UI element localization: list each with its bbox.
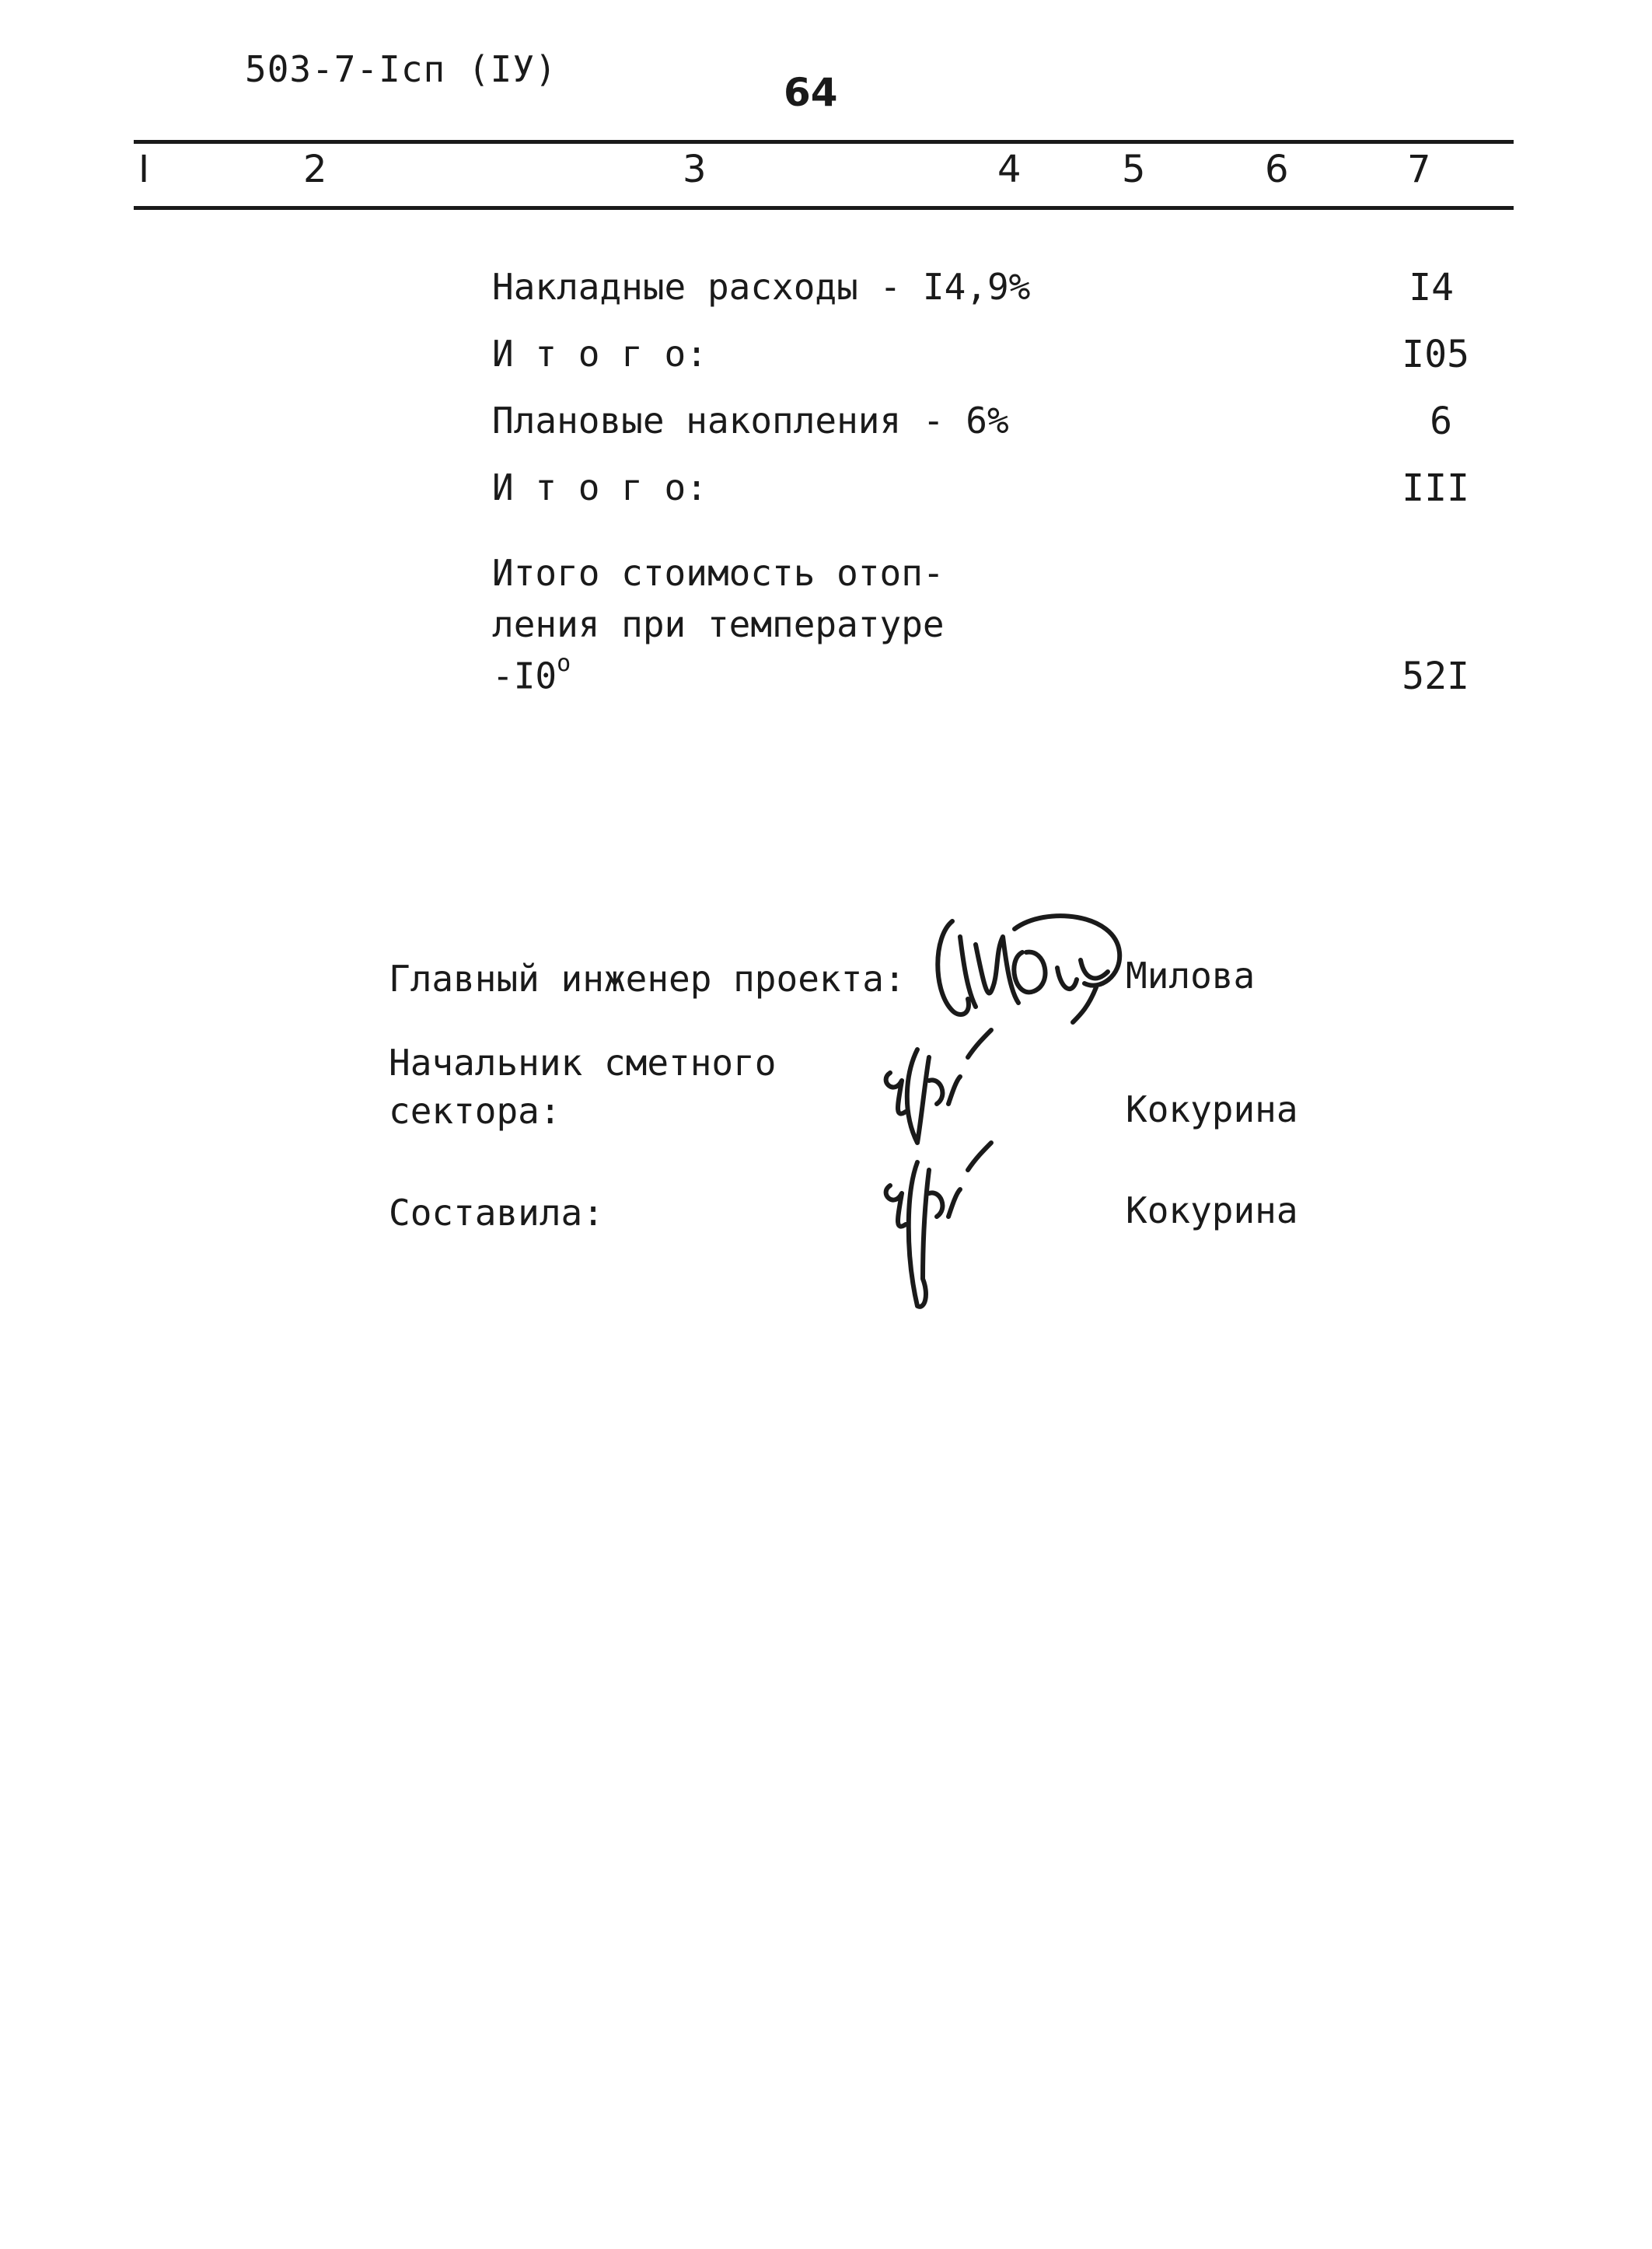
estimate-sector-head-role-line-2: сектора: — [389, 1090, 561, 1132]
column-number-4: 4 — [997, 148, 1022, 191]
column-number-7: 7 — [1407, 148, 1431, 191]
temperature-value: -I0 — [492, 655, 557, 697]
degree-sign: o — [557, 650, 571, 677]
row-total-label: И т о г о: — [492, 466, 707, 508]
chief-engineer-role: Главный инженер проекта: — [389, 958, 906, 1000]
chief-engineer-name: Милова — [1126, 955, 1256, 997]
column-number-3: 3 — [683, 148, 707, 191]
row-subtotal-label: И т о г о: — [492, 333, 707, 375]
chief-engineer-signature — [929, 906, 1131, 1038]
compiler-name: Кокурина — [1126, 1189, 1298, 1231]
total-cost-value: 52I — [1402, 655, 1469, 698]
compiler-signature — [875, 1139, 1007, 1318]
row-planned-savings-value: 6 — [1430, 400, 1452, 443]
column-number-5: 5 — [1122, 148, 1146, 191]
total-cost-line-2: ления при температуре — [492, 603, 945, 645]
column-number-6: 6 — [1265, 148, 1289, 191]
row-total-value: III — [1402, 466, 1469, 510]
row-planned-savings-label: Плановые накопления - 6% — [492, 400, 1009, 442]
row-overhead-value: I4 — [1409, 266, 1454, 309]
compiler-role: Составила: — [389, 1192, 604, 1234]
document-code: 503-7-Iсп (IУ) — [245, 48, 557, 90]
estimate-sector-head-name: Кокурина — [1126, 1088, 1298, 1130]
total-cost-line-3 — [492, 650, 571, 697]
estimate-sector-head-role-line-1: Начальник сметного — [389, 1042, 777, 1084]
column-number-1: I — [138, 148, 150, 191]
table-top-rule — [134, 140, 1514, 144]
total-cost-line-1: Итого стоимость отоп- — [492, 552, 945, 594]
page-number: 64 — [784, 70, 838, 115]
table-header-bottom-rule — [134, 206, 1514, 210]
column-number-2: 2 — [303, 148, 327, 191]
row-subtotal-value: I05 — [1402, 333, 1469, 376]
row-overhead-label: Накладные расходы - I4,9% — [492, 266, 1031, 308]
